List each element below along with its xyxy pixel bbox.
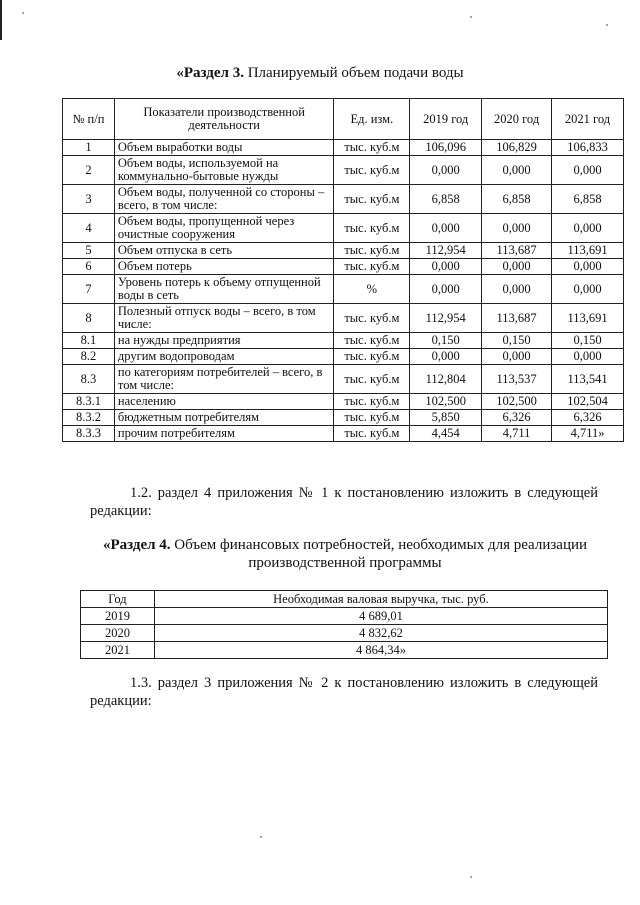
- row-revenue: 4 864,34»: [154, 642, 607, 659]
- row-unit: тыс. куб.м: [334, 365, 410, 394]
- header-revenue: Необходимая валовая выручка, тыс. руб.: [154, 591, 607, 608]
- row-revenue: 4 832,62: [154, 625, 607, 642]
- water-supply-table: [62, 98, 624, 442]
- table-row: [63, 365, 624, 394]
- row-2019: 112,954: [410, 304, 482, 333]
- row-name: бюджетным потребителям: [114, 410, 334, 426]
- row-2021: 102,504: [552, 394, 624, 410]
- header-year: Год: [81, 591, 155, 608]
- revenue-table: [80, 590, 608, 659]
- row-2021: 6,858: [552, 185, 624, 214]
- row-2019: 0,000: [410, 259, 482, 275]
- table-row: [63, 140, 624, 156]
- row-2020: 0,150: [482, 333, 552, 349]
- row-2020: 0,000: [482, 275, 552, 304]
- row-unit: тыс. куб.м: [334, 426, 410, 442]
- table-row: [63, 304, 624, 333]
- row-number: 8.3.1: [63, 394, 115, 410]
- row-name: Объем воды, пропущенной через очистные сооружения: [114, 214, 334, 243]
- row-2020: 113,687: [482, 243, 552, 259]
- row-2021: 0,150: [552, 333, 624, 349]
- row-unit: тыс. куб.м: [334, 349, 410, 365]
- row-2020: 106,829: [482, 140, 552, 156]
- row-number: 8.3: [63, 365, 115, 394]
- table-row: [63, 349, 624, 365]
- header-2021: 2021 год: [552, 99, 624, 140]
- section3-title: [0, 64, 640, 82]
- scan-speck: [470, 876, 472, 878]
- row-2020: 4,711: [482, 426, 552, 442]
- row-2021: 4,711»: [552, 426, 624, 442]
- row-name: населению: [114, 394, 334, 410]
- row-number: 2: [63, 156, 115, 185]
- row-2021: 0,000: [552, 156, 624, 185]
- row-number: 6: [63, 259, 115, 275]
- row-name: по категориям потребителей – всего, в том числе:: [114, 365, 334, 394]
- row-2019: 0,000: [410, 156, 482, 185]
- row-2019: 4,454: [410, 426, 482, 442]
- scan-speck: [606, 24, 608, 26]
- row-2019: 0,000: [410, 349, 482, 365]
- row-2020: 0,000: [482, 156, 552, 185]
- table-row: [63, 185, 624, 214]
- row-name: Объем отпуска в сеть: [114, 243, 334, 259]
- table-row: [63, 156, 624, 185]
- row-name: другим водопроводам: [114, 349, 334, 365]
- row-number: 7: [63, 275, 115, 304]
- table-row: [63, 243, 624, 259]
- row-unit: тыс. куб.м: [334, 333, 410, 349]
- row-number: 4: [63, 214, 115, 243]
- row-2021: 106,833: [552, 140, 624, 156]
- table-row: [81, 642, 608, 659]
- table-row: [63, 333, 624, 349]
- row-number: 8.1: [63, 333, 115, 349]
- row-2019: 102,500: [410, 394, 482, 410]
- section3-title-bold: «Раздел 3.: [176, 65, 244, 81]
- row-2020: 0,000: [482, 259, 552, 275]
- scan-speck: [260, 836, 262, 838]
- row-name: Уровень потерь к объему отпущенной воды в сеть: [114, 275, 334, 304]
- row-number: 3: [63, 185, 115, 214]
- table-row: [81, 625, 608, 642]
- row-2021: 0,000: [552, 349, 624, 365]
- row-2021: 0,000: [552, 259, 624, 275]
- paragraph-1-2: 1.2. раздел 4 приложения № 1 к постановлению изложить в следующей редакции:: [90, 485, 598, 519]
- row-unit: тыс. куб.м: [334, 394, 410, 410]
- row-year: 2019: [81, 608, 155, 625]
- row-2020: 0,000: [482, 214, 552, 243]
- table-header-row: [63, 99, 624, 140]
- row-2020: 102,500: [482, 394, 552, 410]
- table-row: [81, 608, 608, 625]
- row-2021: 113,691: [552, 304, 624, 333]
- table-row: [63, 275, 624, 304]
- row-2020: 113,537: [482, 365, 552, 394]
- section3-title-rest: Планируемый объем подачи воды: [243, 65, 464, 81]
- section4-title-bold: «Раздел 4.: [102, 537, 171, 553]
- header-2019: 2019 год: [410, 99, 482, 140]
- row-name: на нужды предприятия: [114, 333, 334, 349]
- table-row: [63, 426, 624, 442]
- scan-edge-mark: [0, 0, 2, 40]
- header-indicator: Показатели производственной деятельности: [114, 99, 334, 140]
- header-unit: Ед. изм.: [334, 99, 410, 140]
- row-2019: 0,150: [410, 333, 482, 349]
- row-2019: 106,096: [410, 140, 482, 156]
- table-row: [63, 394, 624, 410]
- row-2019: 112,804: [410, 365, 482, 394]
- table-row: [63, 410, 624, 426]
- row-2021: 113,691: [552, 243, 624, 259]
- scan-speck: [470, 16, 472, 18]
- row-number: 5: [63, 243, 115, 259]
- row-unit: тыс. куб.м: [334, 304, 410, 333]
- row-2020: 0,000: [482, 349, 552, 365]
- row-2020: 113,687: [482, 304, 552, 333]
- row-2020: 6,326: [482, 410, 552, 426]
- row-2019: 0,000: [410, 275, 482, 304]
- row-name: Полезный отпуск воды – всего, в том числе:: [114, 304, 334, 333]
- row-name: Объем выработки воды: [114, 140, 334, 156]
- row-2021: 0,000: [552, 214, 624, 243]
- table-row: [63, 214, 624, 243]
- row-2020: 6,858: [482, 185, 552, 214]
- section4-title-rest: Объем финансовых потребностей, необходимых для реализации производственной программы: [170, 537, 588, 571]
- row-unit: тыс. куб.м: [334, 243, 410, 259]
- row-name: Объем потерь: [114, 259, 334, 275]
- row-2021: 6,326: [552, 410, 624, 426]
- row-unit: тыс. куб.м: [334, 140, 410, 156]
- row-year: 2021: [81, 642, 155, 659]
- row-unit: %: [334, 275, 410, 304]
- table-row: [63, 259, 624, 275]
- row-2019: 112,954: [410, 243, 482, 259]
- row-number: 8.3.3: [63, 426, 115, 442]
- header-number: № п/п: [63, 99, 115, 140]
- row-unit: тыс. куб.м: [334, 185, 410, 214]
- row-name: прочим потребителям: [114, 426, 334, 442]
- header-2020: 2020 год: [482, 99, 552, 140]
- row-2019: 0,000: [410, 214, 482, 243]
- row-2021: 113,541: [552, 365, 624, 394]
- row-revenue: 4 689,01: [154, 608, 607, 625]
- row-unit: тыс. куб.м: [334, 214, 410, 243]
- row-unit: тыс. куб.м: [334, 259, 410, 275]
- section4-title: [90, 536, 600, 572]
- row-name: Объем воды, полученной со стороны – всего, в том числе:: [114, 185, 334, 214]
- row-2019: 5,850: [410, 410, 482, 426]
- row-year: 2020: [81, 625, 155, 642]
- row-unit: тыс. куб.м: [334, 156, 410, 185]
- row-2021: 0,000: [552, 275, 624, 304]
- row-number: 1: [63, 140, 115, 156]
- row-number: 8: [63, 304, 115, 333]
- row-name: Объем воды, используемой на коммунально-бытовые нужды: [114, 156, 334, 185]
- row-2019: 6,858: [410, 185, 482, 214]
- row-number: 8.3.2: [63, 410, 115, 426]
- scan-speck: [22, 12, 24, 14]
- row-unit: тыс. куб.м: [334, 410, 410, 426]
- row-number: 8.2: [63, 349, 115, 365]
- paragraph-1-3: 1.3. раздел 3 приложения № 2 к постановлению изложить в следующей редакции:: [90, 675, 598, 709]
- table-header-row: [81, 591, 608, 608]
